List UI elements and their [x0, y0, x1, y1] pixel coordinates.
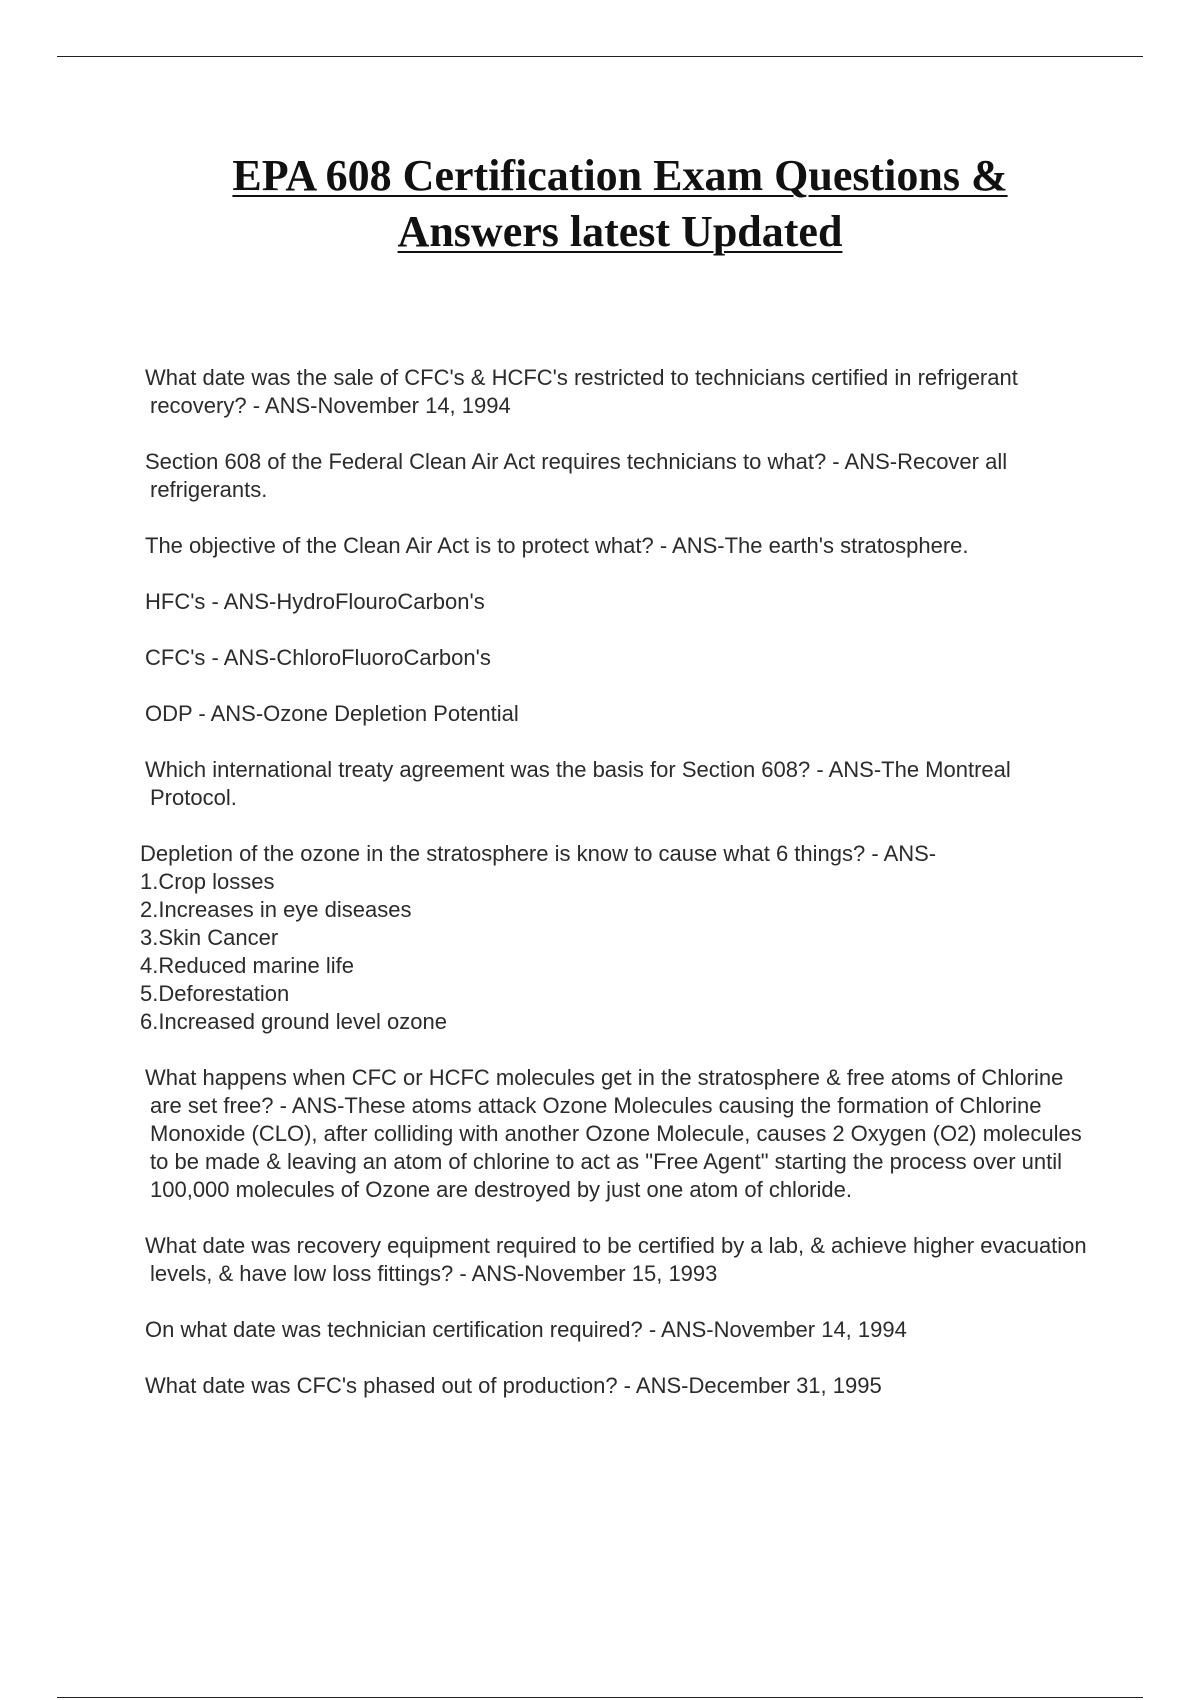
bottom-rule: [57, 1697, 1143, 1698]
list-item: 5.Deforestation: [140, 981, 290, 1006]
top-rule: [57, 56, 1143, 57]
qa-question: Depletion of the ozone in the stratosphere is know to cause what 6 things? - ANS-: [140, 841, 937, 866]
title-line-2: Answers latest Updated: [397, 207, 843, 256]
qa-item: The objective of the Clean Air Act is to protect what? - ANS-The earth's stratosphere.: [145, 533, 969, 558]
list-item: 6.Increased ground level ozone: [140, 1009, 447, 1034]
list-item: 3.Skin Cancer: [140, 925, 279, 950]
page-title: [0, 148, 1200, 260]
qa-item: HFC's - ANS-HydroFlouroCarbon's: [145, 589, 485, 614]
qa-item-ozone-effects: [140, 840, 1095, 1036]
qa-item: What happens when CFC or HCFC molecules get in the stratosphere & free atoms of Chlorine are set free? - ANS-These atoms attack Ozone Molecules causing the formation of Chlorine Monoxide (CLO), after colliding with another Ozone Molecule, causes 2 Oxygen (O2) molecules to be made & leaving an atom of chlorine to act as "Free Agent" starting the process over until 100,000 molecules of Ozone are destroyed by just one atom of chloride.: [145, 1065, 1082, 1202]
list-item: 1.Crop losses: [140, 869, 275, 894]
qa-item: On what date was technician certification required? - ANS-November 14, 1994: [145, 1317, 907, 1342]
qa-item: Section 608 of the Federal Clean Air Act requires technicians to what? - ANS-Recover all refrigerants.: [145, 449, 1008, 502]
qa-list: [140, 364, 1095, 1428]
list-item: 2.Increases in eye diseases: [140, 897, 412, 922]
qa-item: What date was recovery equipment required to be certified by a lab, & achieve higher evacuation levels, & have low loss fittings? - ANS-November 15, 1993: [145, 1233, 1087, 1286]
qa-item: Which international treaty agreement was the basis for Section 608? - ANS-The Montreal Protocol.: [145, 757, 1011, 810]
qa-item: CFC's - ANS-ChloroFluoroCarbon's: [145, 645, 491, 670]
qa-item: What date was CFC's phased out of production? - ANS-December 31, 1995: [145, 1373, 882, 1398]
qa-item: What date was the sale of CFC's & HCFC's restricted to technicians certified in refrigerant recovery? - ANS-November 14, 1994: [145, 365, 1018, 418]
title-line-1: EPA 608 Certification Exam Questions &: [232, 151, 1008, 200]
list-item: 4.Reduced marine life: [140, 953, 355, 978]
qa-item: ODP - ANS-Ozone Depletion Potential: [145, 701, 519, 726]
